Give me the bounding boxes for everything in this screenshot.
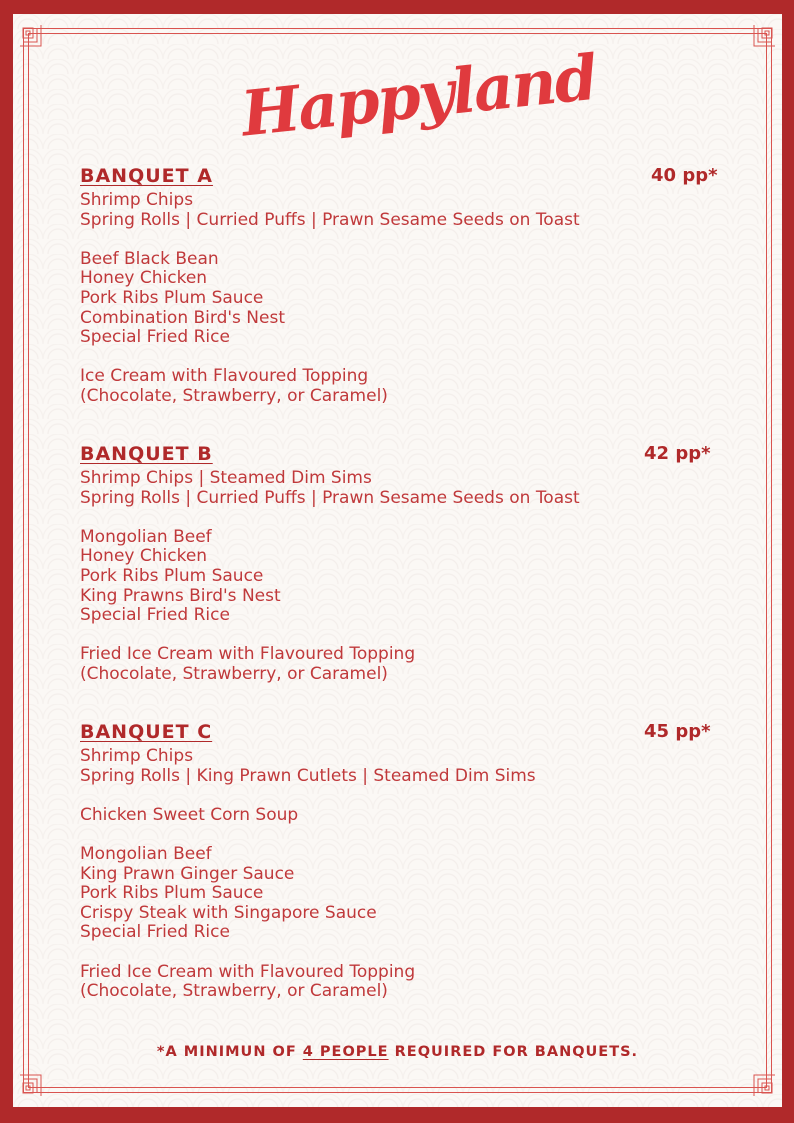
corner-ornament-icon	[19, 24, 49, 54]
menu-item: Pork Ribs Plum Sauce	[80, 883, 264, 904]
group-spacer	[80, 626, 720, 646]
banquet-section	[80, 443, 720, 685]
menu-item: Beef Black Bean	[80, 248, 219, 269]
menu-item: (Chocolate, Strawberry, or Caramel)	[80, 981, 388, 1002]
banquet-price: 40 pp*	[651, 165, 718, 186]
banquet-title: BANQUET A	[80, 165, 213, 187]
group-spacer	[80, 943, 720, 963]
corner-ornament-icon	[19, 1067, 49, 1097]
menu-item: Special Fried Rice	[80, 922, 230, 943]
menu-item: Special Fried Rice	[80, 327, 230, 348]
menu-item: Shrimp Chips | Steamed Dim Sims	[80, 468, 372, 488]
menu-page	[13, 14, 782, 1107]
menu-item: Chicken Sweet Corn Soup	[80, 804, 299, 825]
menu-item: Mongolian Beef	[80, 526, 212, 547]
menu-item: Spring Rolls | Curried Puffs | Prawn Sesame Seeds on Toast	[80, 487, 580, 508]
menu-item: Combination Bird's Nest	[80, 307, 286, 328]
menu-item: (Chocolate, Strawberry, or Caramel)	[80, 663, 388, 684]
menu-item: Mongolian Beef	[80, 843, 212, 864]
banquet-title: BANQUET B	[80, 443, 213, 465]
group-spacer	[80, 508, 720, 528]
corner-ornament-icon	[746, 24, 776, 54]
menu-item: Pork Ribs Plum Sauce	[80, 287, 264, 308]
menu-item: Spring Rolls | King Prawn Cutlets | Steamed Dim Sims	[80, 765, 536, 786]
banquet-section	[80, 721, 720, 1002]
banquet-section	[80, 165, 720, 407]
menu-item: Shrimp Chips	[80, 746, 194, 766]
banquet-items	[80, 469, 720, 685]
footnote-highlight: 4 PEOPLE	[302, 1044, 389, 1060]
minimum-people-note	[13, 1044, 782, 1060]
menu-item: (Chocolate, Strawberry, or Caramel)	[80, 385, 388, 406]
banquet-items	[80, 191, 720, 407]
banquet-price: 45 pp*	[644, 721, 711, 742]
menu-item: Special Fried Rice	[80, 605, 230, 626]
menu-item: Honey Chicken	[80, 546, 208, 567]
footnote-prefix: *A MINIMUN OF	[156, 1044, 303, 1060]
menu-item: Spring Rolls | Curried Puffs | Prawn Sesame Seeds on Toast	[80, 209, 580, 230]
group-spacer	[80, 786, 720, 806]
menu-item: Honey Chicken	[80, 268, 208, 289]
menu-item: King Prawn Ginger Sauce	[80, 863, 295, 884]
footnote-suffix: REQUIRED FOR BANQUETS.	[388, 1044, 639, 1060]
banquet-items	[80, 747, 720, 1002]
menu-item: Crispy Steak with Singapore Sauce	[80, 902, 377, 923]
corner-ornament-icon	[746, 1067, 776, 1097]
menu-item: Fried Ice Cream with Flavoured Topping	[80, 961, 416, 982]
banquet-price: 42 pp*	[644, 443, 711, 464]
group-spacer	[80, 348, 720, 368]
group-spacer	[80, 825, 720, 845]
menu-item: Shrimp Chips	[80, 190, 194, 210]
menu-item: Ice Cream with Flavoured Topping	[80, 366, 369, 387]
group-spacer	[80, 230, 720, 250]
menu-item: Fried Ice Cream with Flavoured Topping	[80, 644, 416, 665]
menu-item: Pork Ribs Plum Sauce	[80, 565, 264, 586]
brand-logo: Happyland	[237, 40, 600, 151]
menu-item: King Prawns Bird's Nest	[80, 585, 281, 606]
banquet-title: BANQUET C	[80, 721, 213, 743]
